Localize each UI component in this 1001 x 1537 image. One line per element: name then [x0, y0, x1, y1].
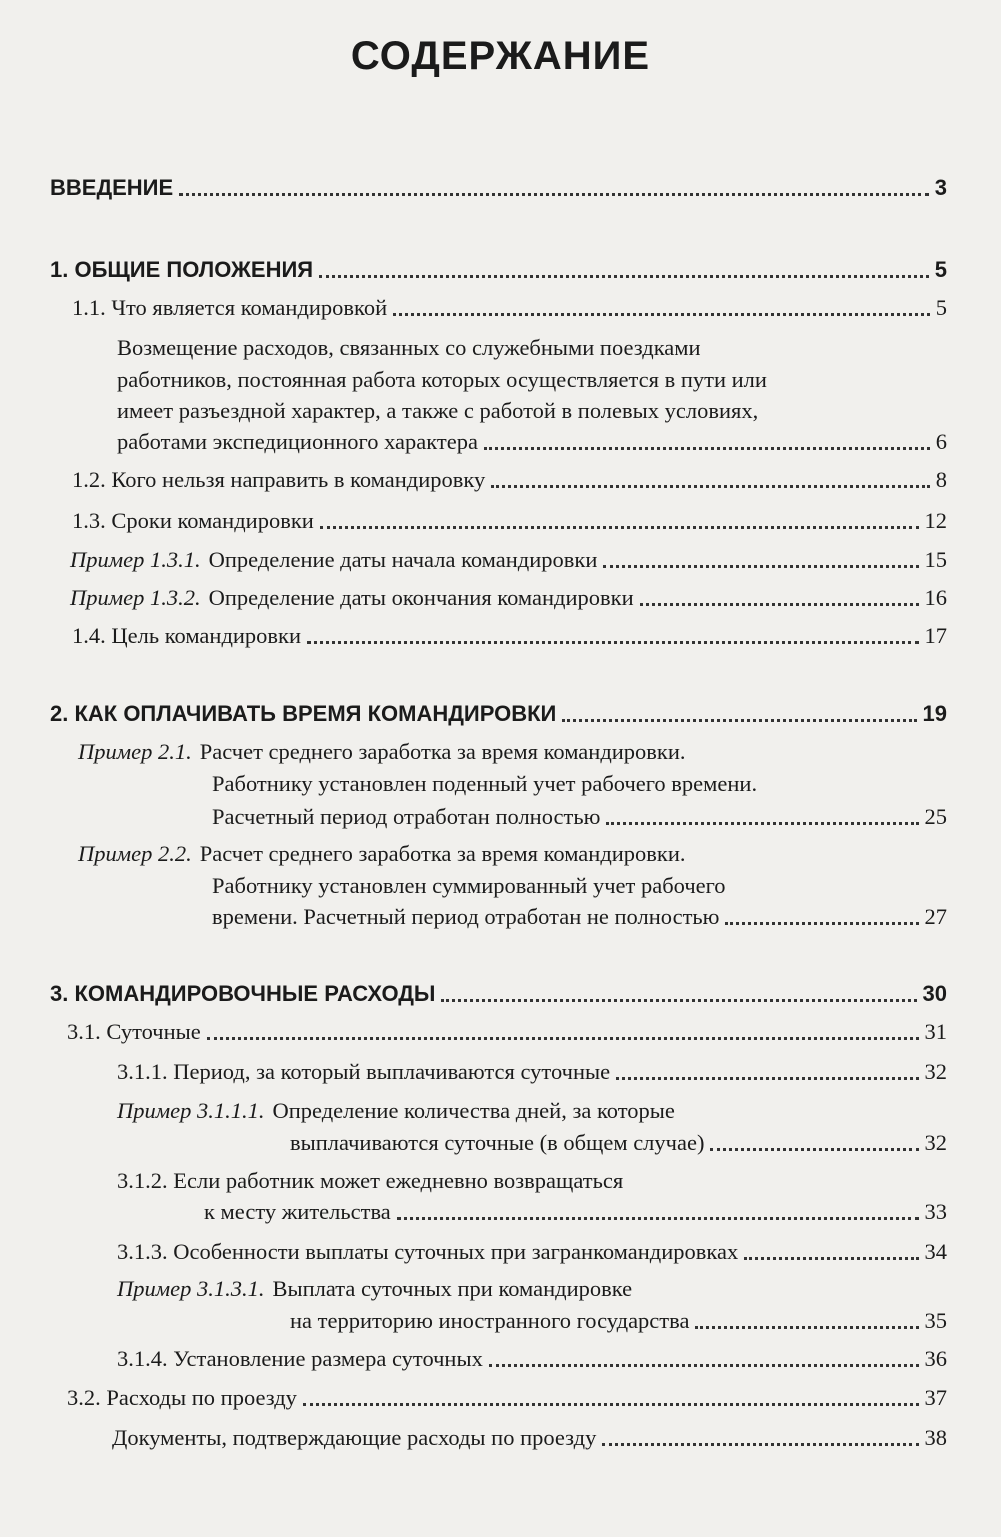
toc-leader-dots: [491, 485, 929, 488]
toc-entry-label: 3.1.1. Период, за который выплачиваются суточные: [117, 1059, 611, 1084]
toc-entry-1-2[interactable]: [72, 466, 947, 494]
toc-entry-example-1-3-1[interactable]: [70, 546, 947, 574]
toc-entry-example-2-1-line: Работнику установлен поденный учет рабочего времени.: [212, 771, 758, 796]
toc-entry-label: 3. КОМАНДИРОВОЧНЫЕ РАСХОДЫ: [50, 981, 436, 1006]
toc-entry-example-3-1-1-1[interactable]: [290, 1129, 947, 1157]
toc-leader-dots: [602, 1443, 918, 1446]
toc-entry-label: Определение даты начала командировки: [208, 547, 598, 572]
toc-page-number: 33: [924, 1199, 947, 1224]
toc-entry-section-1[interactable]: [50, 256, 947, 284]
toc-page-number: 16: [924, 585, 947, 610]
toc-entry-3-1-2-line: 3.1.2. Если работник может ежедневно возвращаться: [117, 1168, 624, 1193]
toc-entry-1-4[interactable]: [72, 622, 947, 650]
toc-entry-label: на территорию иностранного государства: [290, 1308, 690, 1333]
toc-leader-dots: [393, 313, 930, 316]
toc-entry-label: 1.3. Сроки командировки: [72, 508, 314, 533]
toc-entry-example-3-1-1-1-line: [117, 1097, 675, 1125]
toc-leader-dots: [303, 1403, 919, 1406]
toc-entry-label: 2. КАК ОПЛАЧИВАТЬ ВРЕМЯ КОМАНДИРОВКИ: [50, 701, 557, 726]
toc-entry-label: времени. Расчетный период отработан не полностью: [212, 904, 720, 929]
toc-entry-1-1a-line: имеет разъездной характер, а также с работой в полевых условиях,: [117, 398, 759, 423]
page-title: СОДЕРЖАНИЕ: [350, 34, 651, 78]
toc-leader-dots: [562, 719, 916, 722]
toc-entry-label: 1.4. Цель командировки: [72, 623, 302, 648]
toc-page-number: 15: [924, 547, 947, 572]
toc-page-number: 6: [935, 429, 947, 454]
toc-entry-label: 3.1.4. Установление размера суточных: [117, 1346, 483, 1371]
toc-entry-example-2-2-line: Работнику установлен суммированный учет рабочего: [212, 873, 726, 898]
toc-leader-dots: [441, 999, 916, 1002]
toc-entry-3-1-1[interactable]: [117, 1058, 947, 1086]
example-prefix: Пример 2.1.: [78, 739, 192, 764]
toc-entry-example-1-3-2[interactable]: [70, 584, 947, 612]
toc-entry-label: 1.1. Что является командировкой: [72, 295, 388, 320]
toc-page-number: 32: [924, 1059, 947, 1084]
toc-entry-label: Расчетный период отработан полностью: [212, 804, 601, 829]
toc-entry-section-3[interactable]: [50, 980, 947, 1008]
toc-entry-label: 1. ОБЩИЕ ПОЛОЖЕНИЯ: [50, 257, 314, 282]
toc-leader-dots: [320, 526, 919, 529]
toc-entry-label: 3.1.3. Особенности выплаты суточных при загранкомандировках: [117, 1239, 739, 1264]
toc-entry-label: ВВЕДЕНИЕ: [50, 175, 174, 200]
toc-entry-1-1[interactable]: [72, 294, 947, 322]
toc-page-number: 25: [924, 804, 947, 829]
toc-page-number: 37: [924, 1385, 947, 1410]
toc-entry-label: 1.2. Кого нельзя направить в командировку: [72, 467, 486, 492]
toc-entry-section-2[interactable]: [50, 700, 947, 728]
toc-entry-example-2-2[interactable]: [212, 903, 947, 931]
toc-entry-label: к месту жительства: [204, 1199, 391, 1224]
toc-leader-dots: [744, 1257, 918, 1260]
toc-leader-dots: [179, 193, 929, 196]
toc-page-number: 27: [924, 904, 947, 929]
toc-entry-3-1-2[interactable]: [204, 1198, 947, 1226]
toc-entry-label: 3.2. Расходы по проезду: [67, 1385, 297, 1410]
toc-entry-3-2[interactable]: [67, 1384, 947, 1412]
toc-leader-dots: [695, 1326, 918, 1329]
toc-page-number: 5: [935, 295, 947, 320]
toc-page-number: 8: [935, 467, 947, 492]
toc-leader-dots: [319, 275, 929, 278]
toc-page-number: 35: [924, 1308, 947, 1333]
toc-leader-dots: [397, 1217, 919, 1220]
toc-entry-example-2-1-line: [78, 738, 686, 766]
toc-page-number: 3: [934, 175, 947, 200]
toc-leader-dots: [603, 565, 918, 568]
toc-entry-example-2-2-line: [78, 840, 686, 868]
toc-entry-label: 3.1. Суточные: [67, 1019, 201, 1044]
toc-leader-dots: [616, 1077, 918, 1080]
toc-entry-1-1a-line: работников, постоянная работа которых осуществляется в пути или: [117, 367, 767, 392]
toc-entry-label: Документы, подтверждающие расходы по проезду: [112, 1425, 597, 1450]
toc-entry-3-2a[interactable]: [112, 1424, 947, 1452]
toc-leader-dots: [207, 1037, 919, 1040]
example-prefix: Пример 1.3.1.: [70, 547, 201, 572]
toc-entry-example-2-1[interactable]: [212, 803, 947, 831]
toc-leader-dots: [725, 922, 918, 925]
toc-entry-label: Расчет среднего заработка за время командировки.: [199, 841, 686, 866]
example-prefix: Пример 3.1.1.1.: [117, 1098, 265, 1123]
toc-page-number: 38: [924, 1425, 947, 1450]
toc-entry-intro[interactable]: [50, 174, 947, 202]
toc-entry-label: выплачиваются суточные (в общем случае): [290, 1130, 705, 1155]
toc-leader-dots: [307, 641, 918, 644]
toc-page-number: 36: [924, 1346, 947, 1371]
toc-page-number: 12: [924, 508, 947, 533]
toc-entry-example-3-1-3-1[interactable]: [290, 1307, 947, 1335]
toc-leader-dots: [489, 1364, 919, 1367]
toc-leader-dots: [710, 1148, 918, 1151]
toc-page-number: 31: [924, 1019, 947, 1044]
toc-entry-3-1-4[interactable]: [117, 1345, 947, 1373]
toc-leader-dots: [640, 603, 919, 606]
toc-page-number: 32: [924, 1130, 947, 1155]
toc-entry-label: Определение даты окончания командировки: [208, 585, 634, 610]
toc-entry-1-1a-line: Возмещение расходов, связанных со служебными поездками: [117, 335, 701, 360]
toc-leader-dots: [484, 447, 930, 450]
toc-entry-label: Определение количества дней, за которые: [272, 1098, 675, 1123]
example-prefix: Пример 1.3.2.: [70, 585, 201, 610]
toc-entry-3-1-3[interactable]: [117, 1238, 947, 1266]
toc-entry-1-1a[interactable]: [117, 428, 947, 456]
toc-entry-label: Расчет среднего заработка за время командировки.: [199, 739, 686, 764]
toc-page-number: 19: [922, 701, 947, 726]
example-prefix: Пример 2.2.: [78, 841, 192, 866]
toc-page-number: 30: [922, 981, 947, 1006]
toc-entry-1-3[interactable]: [72, 507, 947, 535]
toc-page-number: 17: [924, 623, 947, 648]
toc-entry-3-1[interactable]: [67, 1018, 947, 1046]
toc-entry-label: Выплата суточных при командировке: [272, 1276, 633, 1301]
toc-page-number: 5: [934, 257, 947, 282]
toc-entry-example-3-1-3-1-line: [117, 1275, 632, 1303]
toc-entry-label: работами экспедиционного характера: [117, 429, 478, 454]
example-prefix: Пример 3.1.3.1.: [117, 1276, 265, 1301]
toc-page-number: 34: [924, 1239, 947, 1264]
toc-leader-dots: [606, 822, 918, 825]
